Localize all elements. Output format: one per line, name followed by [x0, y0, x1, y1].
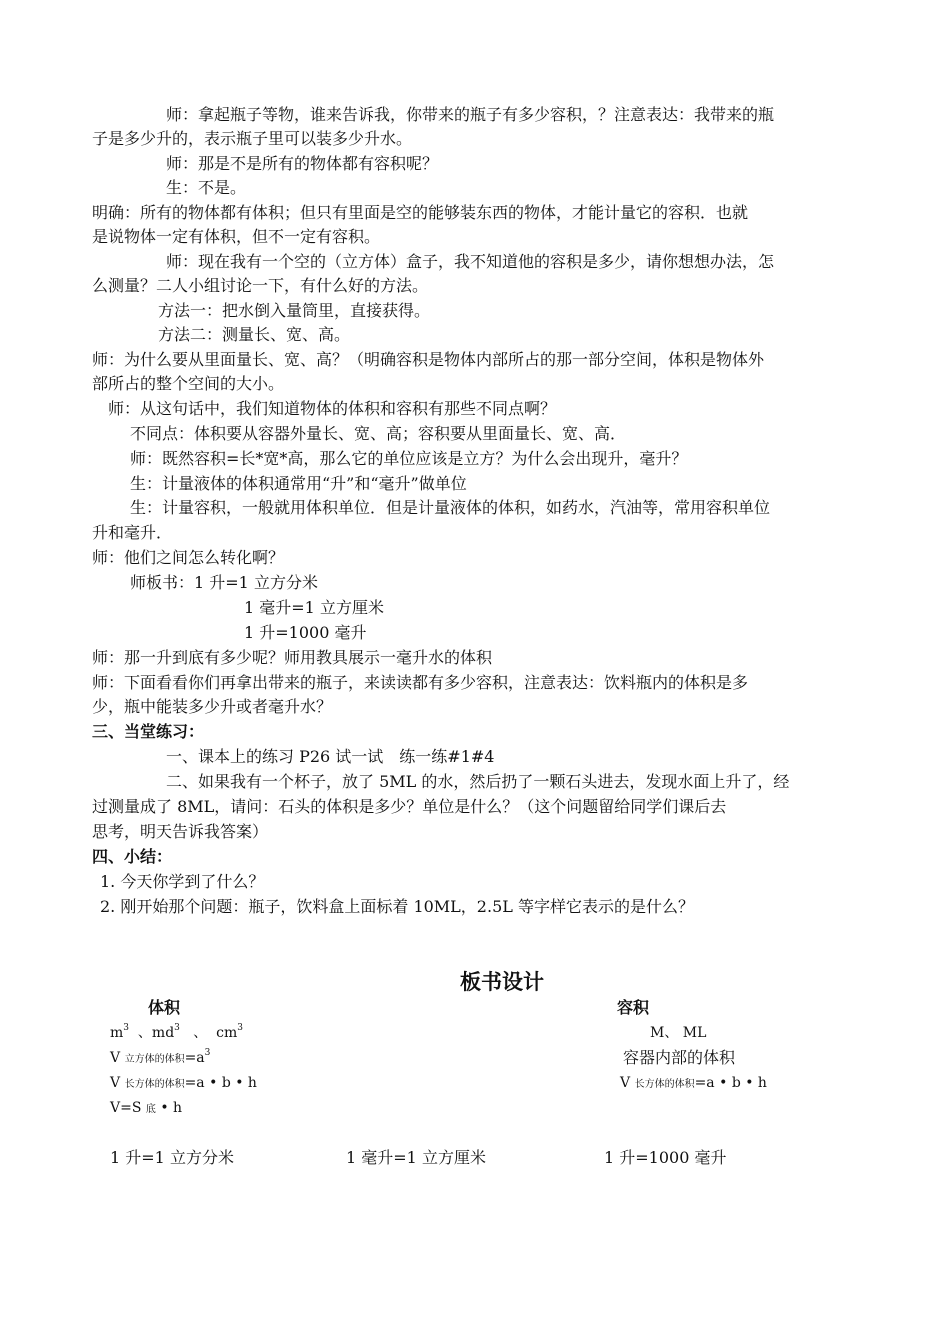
text-line: 子是多少升的，表示瓶子里可以装多少升水。	[92, 129, 413, 148]
conversion-liter-milliliter: 1 升=1000 毫升	[604, 1148, 727, 1167]
cube-volume-formula: V 立方体的体积$=a^3$	[110, 1048, 211, 1066]
text-line: 是说物体一定有体积，但不一定有容积。	[92, 227, 381, 246]
text-line: 师：从这句话中，我们知道物体的体积和容积有那些不同点啊？	[108, 399, 557, 418]
conversion-liter: 1 升=1 立方分米	[110, 1148, 234, 1167]
text-line: 少，瓶中能装多少升或者毫升水？	[92, 697, 333, 716]
text-line: 师：为什么要从里面量长、宽、高？（明确容积是物体内部所占的那一部分空间，体积是物体外	[92, 350, 765, 369]
text-line: 明确：所有的物体都有体积；但只有里面是空的能够装东西的物体，才能计量它的容积．也就	[92, 203, 749, 222]
text-line: 师：那是不是所有的物体都有容积呢？	[166, 154, 439, 173]
text-line: 升和毫升．	[92, 523, 173, 542]
text-line: 1 升=1000 毫升	[244, 623, 367, 642]
text-line: 生：计量液体的体积通常用“升”和“毫升”做单位	[130, 474, 467, 493]
capacity-units: M、 ML	[650, 1025, 707, 1041]
prism-volume-formula: V=S 底 • h	[110, 1100, 183, 1116]
text-line: 生：计量容积，一般就用体积单位．但是计量液体的体积，如药水，汽油等，常用容积单位	[130, 498, 771, 517]
list-item: 2. 刚开始那个问题：瓶子，饮料盒上面标着 10ML，2.5L 等字样它表示的是什么？	[100, 897, 694, 916]
section-heading: 四、小结：	[92, 847, 173, 866]
board-title: 板书设计	[460, 969, 544, 994]
text-line: 过测量成了 8ML，请问：石头的体积是多少？单位是什么？（这个问题留给同学们课后去	[92, 797, 727, 816]
capacity-description: 容器内部的体积	[623, 1048, 736, 1067]
list-item: 1. 今天你学到了什么？	[100, 872, 265, 891]
text-line: 不同点：体积要从容器外量长、宽、高；容积要从里面量长、宽、高．	[130, 424, 627, 443]
text-line: 师：他们之间怎么转化啊？	[92, 548, 285, 567]
volume-units: $m^3$ 、$md^3$ 、 $cm^3$	[110, 1023, 243, 1041]
text-line: 师：既然容积=长*宽*高，那么它的单位应该是立方？为什么会出现升，毫升？	[130, 449, 688, 468]
text-line: 师：下面看看你们再拿出带来的瓶子，来读读都有多少容积，注意表达：饮料瓶内的体积是多	[92, 673, 749, 692]
text-line: 生：不是。	[166, 178, 247, 197]
text-line: 部所占的整个空间的大小。	[92, 374, 285, 393]
text-line: 思考，明天告诉我答案）	[92, 822, 269, 841]
board-left-heading: 体积	[148, 998, 181, 1017]
board-right-heading: 容积	[617, 998, 650, 1017]
text-line: 师：拿起瓶子等物，谁来告诉我，你带来的瓶子有多少容积，？注意表达：我带来的瓶	[166, 105, 775, 124]
capacity-formula: V 长方体的体积=a • b • h	[620, 1075, 767, 1091]
conversion-milliliter: 1 毫升=1 立方厘米	[346, 1148, 486, 1167]
section-heading: 三、当堂练习：	[92, 722, 205, 741]
text-line: 师板书：1 升=1 立方分米	[130, 573, 318, 592]
text-line: 1 毫升=1 立方厘米	[244, 598, 384, 617]
text-line: 方法二：测量长、宽、高。	[158, 325, 351, 344]
text-line: 一、课本上的练习 P26 试一试 练一练#1#4	[166, 747, 495, 766]
cuboid-volume-formula: V 长方体的体积=a • b • h	[110, 1075, 257, 1091]
text-line: 师：现在我有一个空的（立方体）盒子，我不知道他的容积是多少，请你想想办法，怎	[166, 252, 775, 271]
text-line: 方法一：把水倒入量筒里，直接获得。	[158, 301, 431, 320]
text-line: 么测量？二人小组讨论一下，有什么好的方法。	[92, 276, 429, 295]
text-line: 师：那一升到底有多少呢？师用教具展示一毫升水的体积	[92, 648, 493, 667]
text-line: 二、如果我有一个杯子，放了 5ML 的水，然后扔了一颗石头进去，发现水面上升了，经	[166, 772, 790, 791]
